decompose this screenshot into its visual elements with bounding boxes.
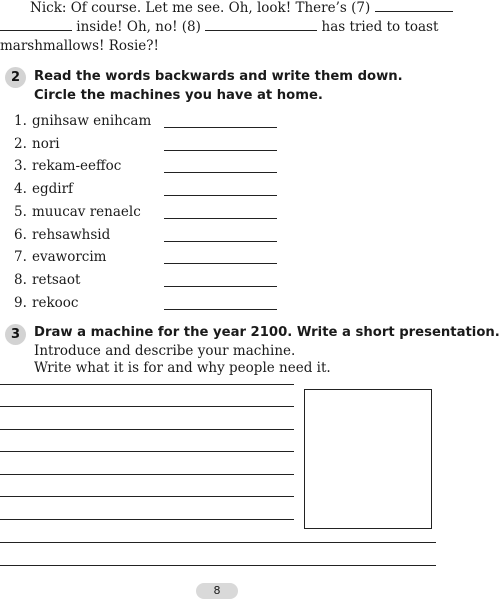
word-item (14, 157, 121, 175)
dialogue-line-2 (0, 19, 438, 35)
scrambled-word: rehsawhsid (32, 226, 111, 243)
answer-line[interactable] (164, 207, 277, 219)
scrambled-word: muucav renaelc (32, 203, 141, 220)
word-item (14, 135, 60, 153)
writing-line[interactable] (0, 542, 436, 543)
word-item (14, 294, 78, 312)
word-item (14, 180, 73, 198)
answer-blank-8[interactable] (205, 29, 317, 31)
answer-line[interactable] (164, 139, 277, 151)
dialogue-line-3 (0, 38, 159, 54)
scrambled-word: egdirf (32, 181, 74, 198)
scrambled-word: evaworcim (32, 249, 107, 266)
word-item (14, 226, 110, 244)
scrambled-word: rekooc (32, 294, 79, 311)
dialogue-text: Nick: Of course. Let me see. Oh, look! There’s (7) (30, 0, 371, 16)
writing-line[interactable] (0, 406, 294, 407)
dialogue-text: has tried to toast (321, 19, 439, 35)
dialogue-line-1 (30, 0, 453, 16)
answer-line[interactable] (164, 252, 277, 264)
exercise-3-instructions: Draw a machine for the year 2100. Write a short presentation. (34, 325, 500, 340)
answer-line[interactable] (164, 298, 277, 310)
exercise-2-instructions: Read the words backwards and write them down. Circle the machines you have at home. (34, 69, 403, 103)
writing-line[interactable] (0, 565, 436, 566)
exercise-3-line-3: Write what it is for and why people need it. (34, 360, 331, 376)
answer-blank-7[interactable] (375, 10, 453, 12)
writing-line[interactable] (0, 451, 294, 452)
answer-line[interactable] (164, 184, 277, 196)
exercise-3-line-2: Introduce and describe your machine. (34, 343, 296, 359)
dialogue-text: inside! Oh, no! (8) (76, 19, 201, 35)
scrambled-word: nori (32, 135, 60, 152)
word-number: 4. (14, 181, 27, 198)
word-number: 9. (14, 294, 27, 311)
answer-blank-7-cont[interactable] (0, 29, 72, 31)
writing-line[interactable] (0, 519, 294, 520)
writing-line[interactable] (0, 474, 294, 475)
writing-line[interactable] (0, 384, 294, 385)
writing-line[interactable] (0, 429, 294, 430)
word-item (14, 248, 106, 266)
answer-line[interactable] (164, 230, 277, 242)
drawing-box[interactable] (304, 389, 432, 529)
answer-line[interactable] (164, 116, 277, 128)
answer-line[interactable] (164, 161, 277, 173)
word-item (14, 271, 80, 289)
page-number: 8 (196, 583, 238, 599)
answer-line[interactable] (164, 275, 277, 287)
word-number: 8. (14, 271, 27, 288)
exercise-3-number: 3 (5, 324, 26, 345)
word-item (14, 203, 141, 221)
word-number: 6. (14, 226, 27, 243)
word-number: 5. (14, 203, 27, 220)
scrambled-word: rekam-eeffoc (32, 158, 122, 175)
word-number: 2. (14, 135, 27, 152)
exercise-2-number: 2 (5, 67, 26, 88)
word-number: 3. (14, 158, 27, 175)
scrambled-word: gnihsaw enihcam (32, 113, 152, 129)
word-number: 7. (14, 249, 27, 266)
word-item (14, 112, 151, 130)
writing-line[interactable] (0, 496, 294, 497)
dialogue-text: marshmallows! Rosie?! (0, 38, 159, 54)
scrambled-word: retsaot (32, 271, 81, 288)
word-number: 1. (14, 113, 27, 129)
